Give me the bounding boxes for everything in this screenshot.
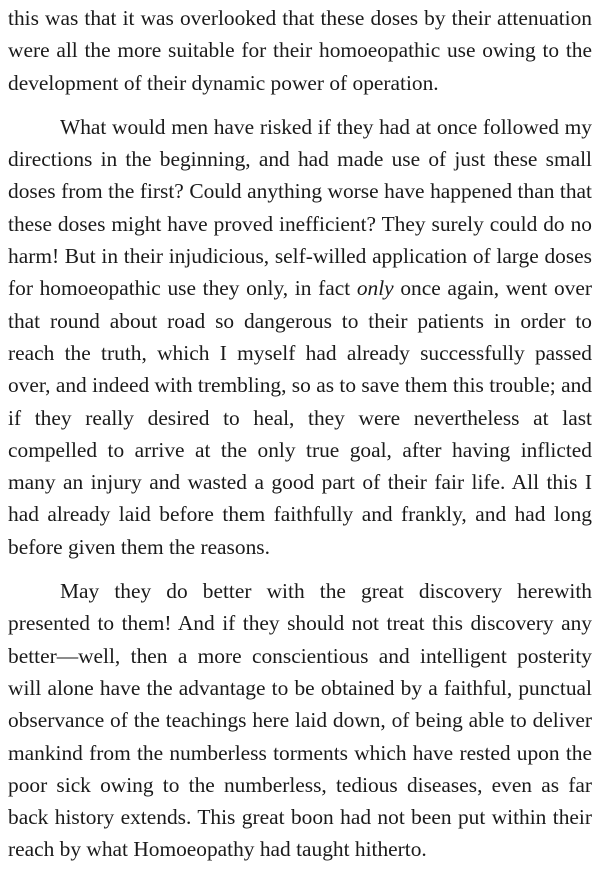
- paragraph: [8, 111, 592, 563]
- paragraph-text: What would men have risked if they had at once followed my directions in the beginning, and had made use of just these small doses from the first? Could anything worse have happened than that these doses might have proved inefficient? They surely could do no harm! But in their injudicious, self-willed application of large doses for homoeopathic use they only, in fact: [8, 114, 592, 301]
- paragraph: [8, 575, 592, 866]
- paragraph-text: this was that it was overlooked that these doses by their attenuation were all the more suitable for their homoeopathic use owing to the development of their dynamic power of operation.: [8, 6, 592, 95]
- paragraph-text: once again, went over that round about road so dangerous to their patients in order to reach the truth, which I myself had already successfully passed over, and indeed with trembling, so as to save them this trouble; and if they really desired to heal, they were nevertheless at last compelled to arrive at the only true goal, after having inflicted many an injury and wasted a good part of their fair life. All this I had already laid before them faithfully and frankly, and had long before given them the reasons.: [8, 276, 592, 559]
- emphasized-text: only: [356, 276, 394, 301]
- paragraph-text: May they do better with the great discovery herewith presented to them! And if they should not treat this discovery any better—well, then a more conscientious and intelligent posterity will alone have the advantage to be obtained by a faithful, punctual observance of the teachings here laid down, of being able to deliver mankind from the numberless torments which have rested upon the poor sick owing to the numberless, tedious diseases, even as far back history extends. This great boon had not been put within their reach by what Homoeopathy had taught hitherto.: [8, 579, 592, 862]
- document-page: [8, 2, 592, 866]
- paragraph-continuation: [8, 2, 592, 99]
